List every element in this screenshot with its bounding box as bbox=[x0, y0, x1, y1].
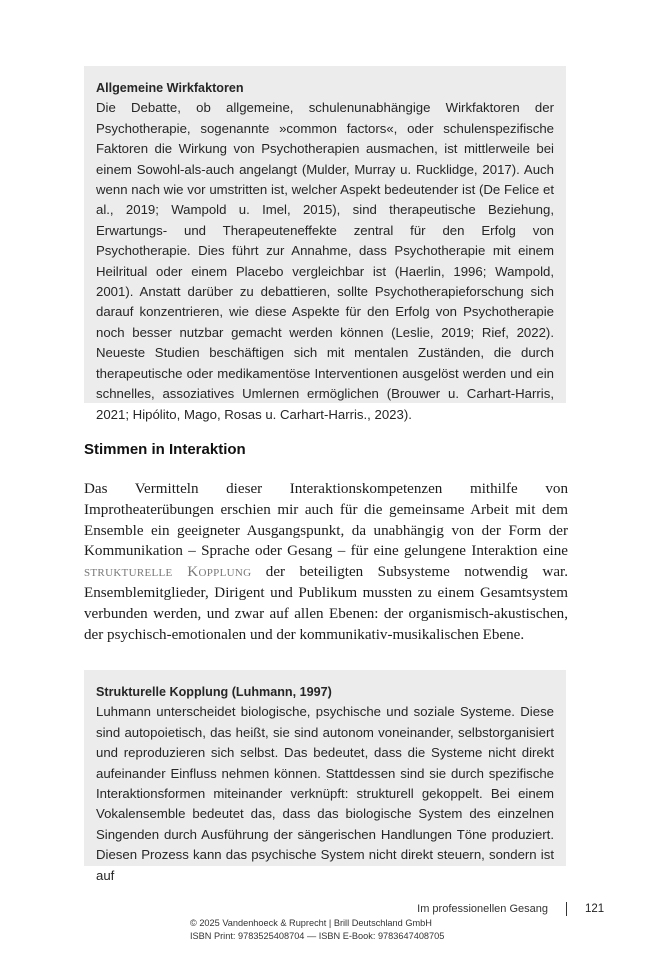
box-title: Strukturelle Kopplung (Luhmann, 1997) bbox=[96, 685, 332, 699]
small-caps-term: strukturelle Kopplung bbox=[84, 564, 252, 581]
box-title: Allgemeine Wirkfaktoren bbox=[96, 81, 244, 95]
body-text-part-1: Das Vermitteln dieser Interaktionskompetenzen mithilfe von Improtheaterübungen erschien mir auch für die gemeinsame Arbeit mit dem Ensemble ein geeigneter Ausgangspunkt, da unabhängig von der Form der Kommunikation – Sprache oder Gesang – für eine gelungene Interaktion eine bbox=[84, 481, 568, 560]
isbn-line: ISBN Print: 9783525408704 — ISBN E-Book: 9783647408705 bbox=[190, 931, 445, 941]
page-number: 121 bbox=[585, 903, 605, 915]
box-text: Luhmann unterscheidet biologische, psychische und soziale Systeme. Diese sind autopoietisch, das heißt, sie sind autonom voneinander, selbstorganisiert und reproduzieren sich selbst. Das bedeutet, dass die Systeme nicht direkt aufeinander Einfluss nehmen können. Stattdessen sind sie durch spezifische Interaktionsformen miteinander verknüpft: strukturell gekoppelt. Bei einem Vokalensemble bedeutet das, dass das biologische System des einzelnen Singenden durch Ausführung der sängerischen Handlungen Töne produziert. Diesen Prozess kann das psychische System nicht direkt steuern, sondern ist auf bbox=[96, 704, 554, 883]
box-text: Die Debatte, ob allgemeine, schulenunabhängige Wirkfaktoren der Psychotherapie, sogenannte »common factors«, oder schulenspezifische Faktoren die Wirkung von Psychotherapien ausmachen, ist mittlerweile bei einem Sowohl-als-auch angelangt (Mulder, Murray u. Rucklidge, 2017). Auch wenn nach wie vor umstritten ist, welcher Aspekt bedeutender ist (De Felice et al., 2019; Wampold u. Imel, 2015), sind therapeutische Beziehung, Erwartungs- und Therapeuteneffekte zentral für den Erfolg von Psychotherapie. Dies führt zur Annahme, dass Psychotherapie mit einem Heilritual oder einem Placebo vergleichbar ist (Haerlin, 1996; Wampold, 2001). Anstatt darüber zu debattieren, sollte Psychotherapieforschung sich darauf konzentrieren, wie diese Aspekte für den Erfolg von Psychotherapie noch besser nutzbar gemacht werden können (Leslie, 2019; Rief, 2022). Neueste Studien beschäftigen sich mit mentalen Zuständen, die durch therapeutische oder medikamentöse Interventionen ausgelöst werden und ein schnelles, assoziatives Umlernen ermöglichen (Brouwer u. Carhart-Harris, 2021; Hipólito, Mago, Rosas u. Carhart-Harris., 2023). bbox=[96, 100, 554, 422]
footer bbox=[190, 917, 444, 943]
running-head: Im professionellen Gesang bbox=[417, 903, 548, 915]
info-box-allgemeine-wirkfaktoren bbox=[84, 66, 566, 422]
body-paragraph bbox=[84, 479, 568, 645]
info-box-strukturelle-kopplung bbox=[84, 670, 566, 883]
body-text-part-2: der beteiligten Subsysteme notwendig war. Ensemblemitglieder, Dirigent und Publikum mussten zu einem Gesamtsystem verbunden werden, und zwar auf allen Ebenen: der organismisch-akustischen, der psychisch-emotionalen und der kommunikativ-musikalischen Ebene. bbox=[84, 564, 568, 643]
page-number-divider bbox=[566, 902, 567, 916]
section-heading: Stimmen in Interaktion bbox=[84, 441, 246, 458]
copyright-line: © 2025 Vandenhoeck & Ruprecht | Brill Deutschland GmbH bbox=[190, 918, 432, 928]
